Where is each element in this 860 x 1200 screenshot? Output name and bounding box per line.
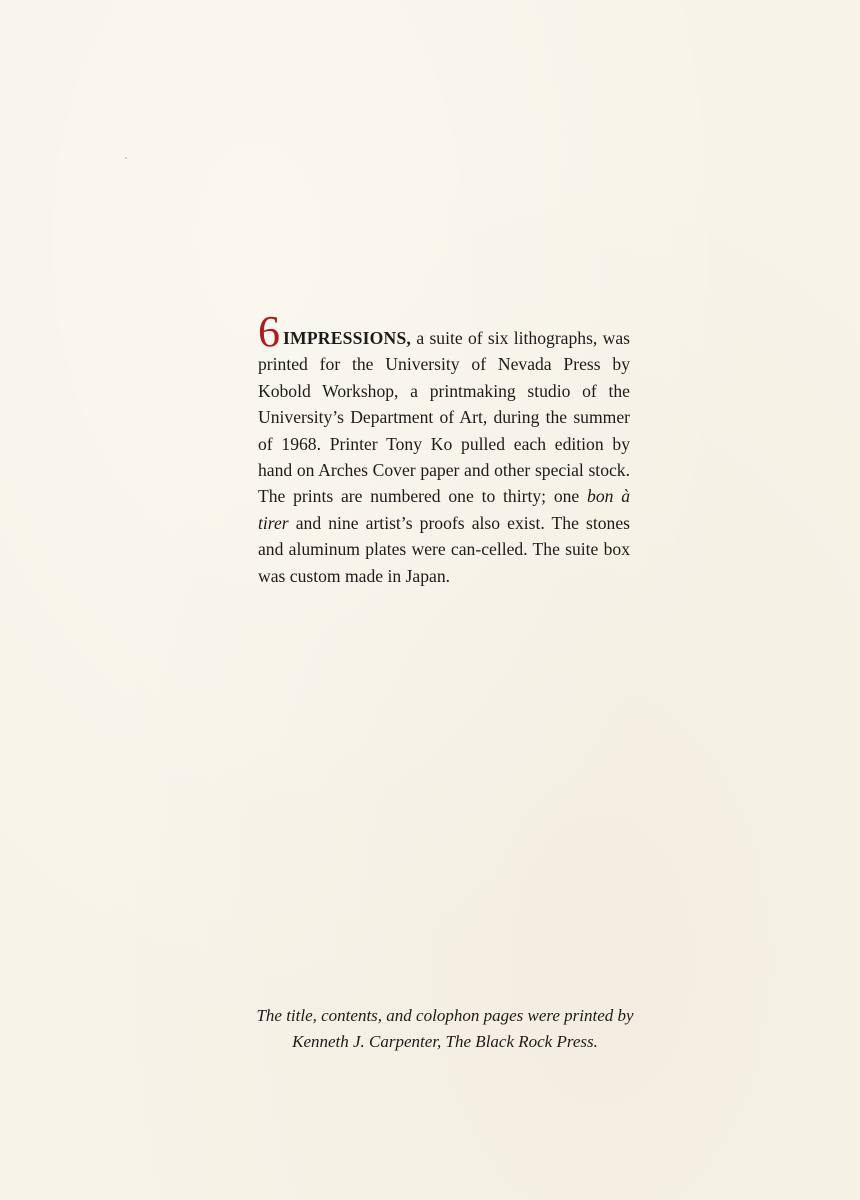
printer-credit-line-1: The title, contents, and colophon pages were printed by — [256, 1006, 634, 1025]
printer-credit — [220, 1003, 670, 1055]
bon-a-tirer-term: bon à tirer — [258, 486, 631, 533]
title-word: IMPRESSIONS, — [283, 328, 412, 348]
printer-credit-line-2: Kenneth J. Carpenter, The Black Rock Press. — [292, 1032, 598, 1051]
colophon-text-part-2: and nine artist’s proofs also exist. The stones and aluminum plates were can-celled. The suite box was custom made in Japan. — [258, 512, 630, 586]
colophon-text-part-1: a suite of six lithographs, was printed for the University of Nevada Press by Kobold Workshop, a printmaking studio of the University’s Department of Art, during the summer of 1968. Printer Tony Ko pulled each edition by hand on Arches Cover paper and other special stock. The prints are numbered one to thirty; one — [258, 328, 630, 507]
paper-speck — [125, 157, 127, 159]
drop-numeral: 6 — [258, 307, 280, 356]
colophon-paragraph — [258, 307, 631, 589]
